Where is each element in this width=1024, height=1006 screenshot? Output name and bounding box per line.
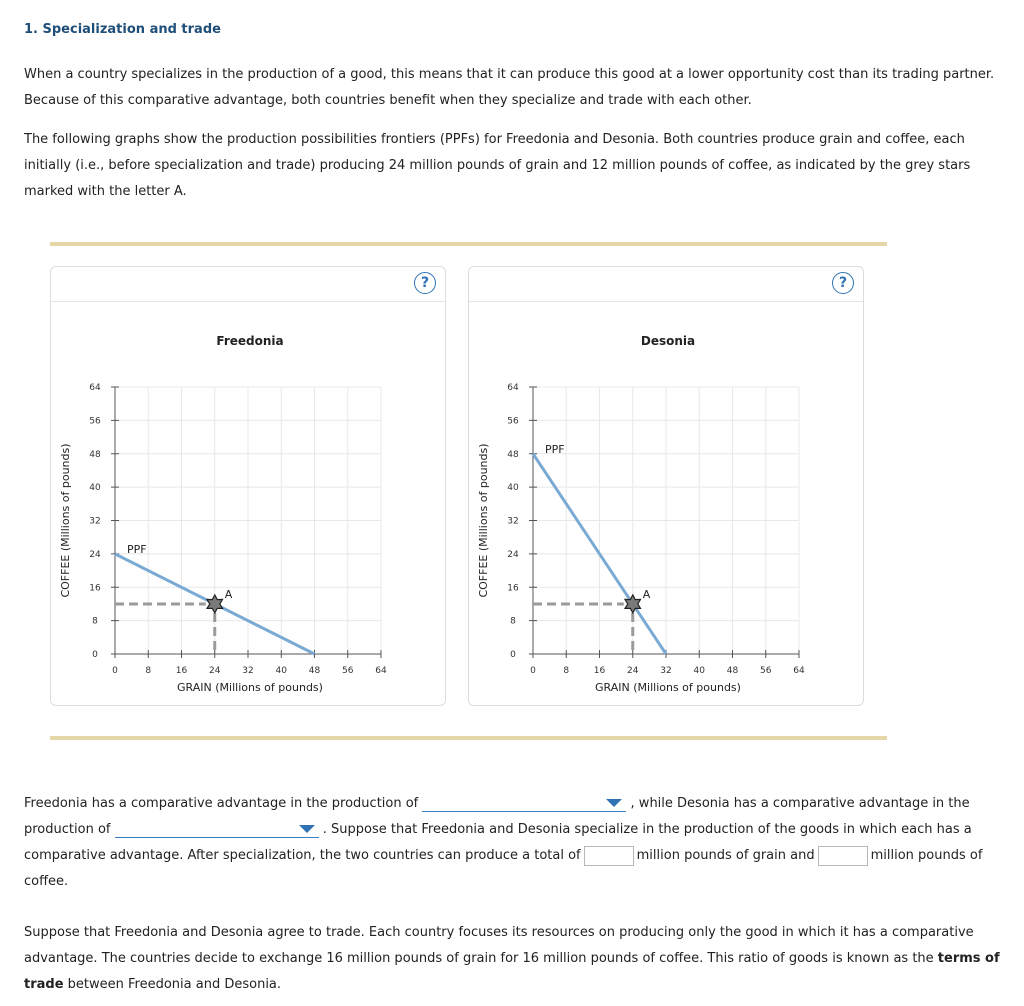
y-axis-label: COFFEE (Millions of pounds) bbox=[477, 443, 490, 598]
y-axis-label: COFFEE (Millions of pounds) bbox=[59, 443, 72, 598]
y-tick-label: 56 bbox=[89, 416, 101, 427]
intro-paragraph-2: The following graphs show the production possibilities frontiers (PPFs) for Freedonia and Desonia. Both countries produce grain and coffee, each initially (i.e., before specialization and trade) producing 24 million pounds of grain and 12 million pounds of coffee, as indicated by the grey stars marked with the letter A. bbox=[24, 132, 971, 199]
total-coffee-input[interactable] bbox=[818, 846, 868, 866]
y-tick-label: 8 bbox=[510, 616, 516, 627]
x-tick-label: 8 bbox=[145, 666, 152, 676]
question-text: . Suppose that Freedonia and Desonia specialize in the production of the goods in which each has a bbox=[322, 822, 972, 837]
panel-header bbox=[469, 267, 863, 302]
y-tick-label: 32 bbox=[507, 516, 519, 527]
y-tick-label: 16 bbox=[89, 583, 101, 594]
question-text: production of bbox=[24, 822, 111, 837]
freedonia-advantage-dropdown[interactable] bbox=[422, 795, 626, 812]
x-tick-label: 64 bbox=[375, 666, 387, 676]
x-tick-label: 32 bbox=[242, 666, 254, 676]
y-tick-label: 48 bbox=[507, 449, 519, 460]
terms-of-trade-term: terms of trade bbox=[24, 951, 1000, 992]
trade-text: Suppose that Freedonia and Desonia agree to trade. Each country focuses its resources on producing only the good in which it has a comparative advantage. The countries decide to exchange 16 million pounds of grain for 16 million pounds of coffee. This ratio of goods is known as the bbox=[24, 925, 974, 966]
y-tick-label: 40 bbox=[89, 483, 101, 494]
x-tick-label: 64 bbox=[793, 666, 805, 676]
trade-text: between Freedonia and Desonia. bbox=[63, 977, 282, 992]
point-a-label: A bbox=[224, 587, 233, 601]
question-text: coffee. bbox=[24, 874, 69, 889]
x-tick-label: 0 bbox=[112, 666, 118, 676]
y-tick-label: 56 bbox=[507, 416, 519, 427]
x-tick-label: 16 bbox=[593, 666, 606, 676]
desonia-chart[interactable] bbox=[469, 301, 863, 705]
x-tick-label: 24 bbox=[209, 666, 221, 676]
y-tick-label: 32 bbox=[89, 516, 101, 527]
chart-title: Freedonia bbox=[216, 334, 284, 348]
x-tick-label: 56 bbox=[760, 666, 772, 676]
desonia-graph-panel bbox=[468, 266, 864, 706]
y-tick-label: 40 bbox=[507, 483, 519, 494]
chevron-down-icon bbox=[299, 825, 315, 833]
help-icon[interactable]: ? bbox=[832, 272, 854, 294]
point-a-label: A bbox=[642, 587, 651, 601]
y-tick-label: 16 bbox=[507, 583, 519, 594]
x-tick-label: 56 bbox=[342, 666, 354, 676]
x-tick-label: 0 bbox=[530, 666, 536, 676]
bottom-divider bbox=[50, 736, 887, 740]
y-tick-label: 48 bbox=[89, 449, 101, 460]
x-tick-label: 40 bbox=[275, 666, 287, 676]
question-text: , while Desonia has a comparative advantage in the bbox=[630, 796, 970, 811]
x-tick-label: 48 bbox=[726, 666, 739, 676]
y-tick-label: 24 bbox=[507, 549, 519, 560]
x-axis-label: GRAIN (Millions of pounds) bbox=[177, 681, 323, 694]
y-tick-label: 64 bbox=[507, 383, 519, 393]
top-divider bbox=[50, 242, 887, 246]
ppf-label: PPF bbox=[127, 542, 147, 556]
chevron-down-icon bbox=[606, 799, 622, 807]
y-tick-label: 64 bbox=[89, 383, 101, 393]
y-tick-label: 24 bbox=[89, 549, 101, 560]
freedonia-graph-panel bbox=[50, 266, 446, 706]
x-tick-label: 40 bbox=[693, 666, 705, 676]
question-paragraph bbox=[24, 791, 1004, 895]
help-icon[interactable]: ? bbox=[414, 272, 436, 294]
question-text: Freedonia has a comparative advantage in the production of bbox=[24, 796, 419, 811]
y-tick-label: 0 bbox=[92, 650, 98, 660]
point-a-star-icon bbox=[207, 595, 223, 613]
question-text: million pounds of grain and bbox=[636, 848, 815, 863]
x-axis-label: GRAIN (Millions of pounds) bbox=[595, 681, 741, 694]
y-tick-label: 0 bbox=[510, 650, 516, 660]
question-text: million pounds of bbox=[870, 848, 983, 863]
chart-title: Desonia bbox=[640, 334, 696, 348]
y-tick-label: 8 bbox=[92, 616, 98, 627]
freedonia-chart[interactable] bbox=[51, 301, 445, 705]
page-title: 1. Specialization and trade bbox=[24, 22, 221, 37]
panel-header bbox=[51, 267, 445, 302]
x-tick-label: 32 bbox=[660, 666, 672, 676]
x-tick-label: 24 bbox=[627, 666, 639, 676]
total-grain-input[interactable] bbox=[584, 846, 634, 866]
x-tick-label: 48 bbox=[308, 666, 321, 676]
trade-paragraph bbox=[24, 920, 1004, 998]
x-tick-label: 8 bbox=[563, 666, 570, 676]
ppf-label: PPF bbox=[545, 442, 565, 456]
x-tick-label: 16 bbox=[175, 666, 188, 676]
intro-paragraph-1: When a country specializes in the production of a good, this means that it can produce this good at a lower opportunity cost than its trading partner. Because of this comparative advantage, both countries benefit when they specialize and trade with each other. bbox=[24, 67, 995, 108]
question-text: comparative advantage. After specialization, the two countries can produce a total of bbox=[24, 848, 581, 863]
desonia-advantage-dropdown[interactable] bbox=[115, 821, 319, 838]
